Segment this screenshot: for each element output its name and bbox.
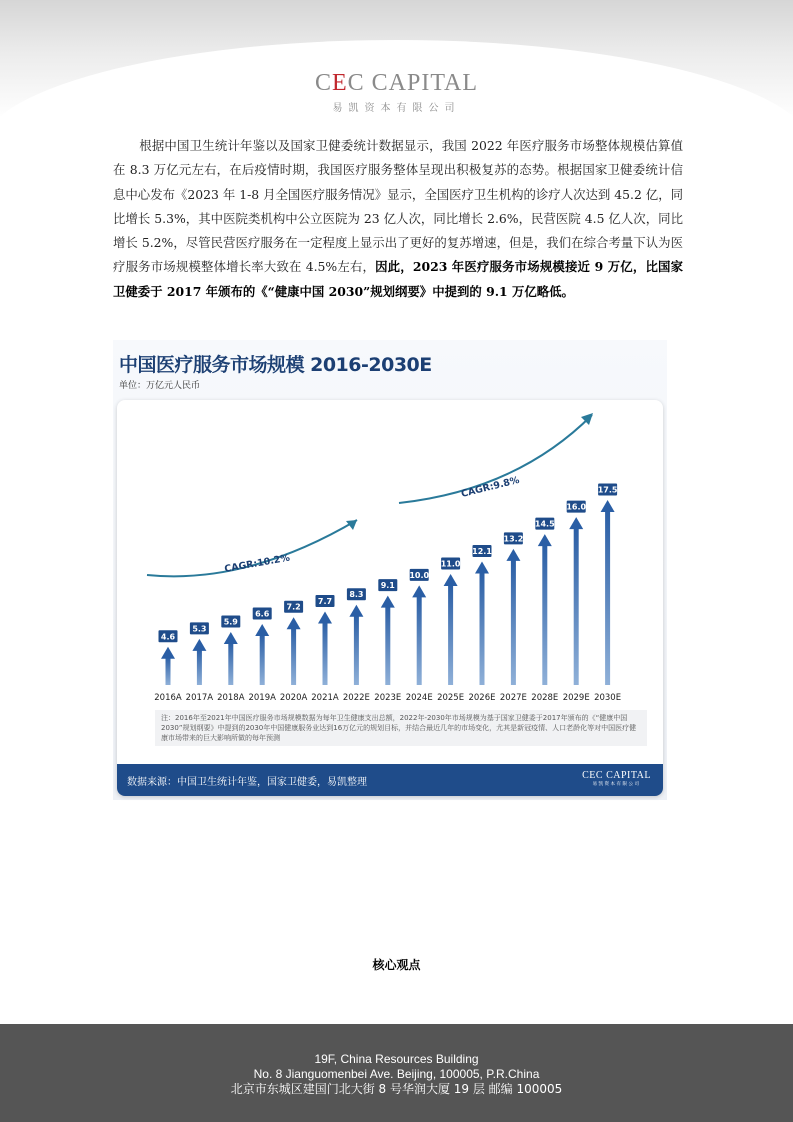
bar-arrowhead-2023E bbox=[381, 596, 395, 608]
data-label-2027E: 13.2 bbox=[503, 534, 524, 544]
x-tick-label-2021A: 2021A bbox=[311, 693, 339, 703]
bar-arrowhead-2030E bbox=[601, 500, 615, 512]
data-label-2019A: 6.6 bbox=[255, 609, 270, 619]
x-tick-label-2017A: 2017A bbox=[185, 693, 214, 703]
data-label-2030E: 17.5 bbox=[597, 485, 618, 495]
page-footer bbox=[0, 1024, 793, 1122]
paragraph-bold-text: 因此，2023 年医疗服务市场规模接近 9 万亿，比国家卫健委于 2017 年颁布的《“健康中国 2030”规划纲要》中提到的 9.1 万亿略低。 bbox=[113, 259, 683, 299]
logo-letter-c: C bbox=[314, 70, 332, 96]
chart-logo-subtitle: 易凯资本有限公司 bbox=[592, 782, 641, 787]
bar-arrowhead-2026E bbox=[475, 561, 489, 573]
chart-note: 注：2016年至2021年中国医疗服务市场规模数据为每年卫生健康支出总额，2022年-2030年市场规模为基于国家卫健委于2017年颁布的《“健康中国2030”规划纲要》中提到的2030年中国健康服务业达到16万亿元的规划目标，并结合最近几年的市场变化，尤其是新冠疫情、人口老龄化等对中国医疗健康市场带来的巨大影响所做的每年预测 bbox=[155, 710, 647, 746]
data-label-2018A: 5.9 bbox=[223, 617, 238, 627]
logo-letters-rest: C CAPITAL bbox=[347, 70, 479, 96]
cagr-label-2: CAGR:9.8% bbox=[460, 474, 521, 500]
bar-2023E bbox=[385, 606, 390, 685]
data-label-2024E: 10.0 bbox=[409, 570, 430, 580]
x-tick-label-2024E: 2024E bbox=[405, 693, 433, 703]
data-label-2023E: 9.1 bbox=[380, 581, 395, 591]
bar-arrowhead-2019A bbox=[255, 624, 269, 636]
bar-arrowhead-2025E bbox=[444, 574, 458, 586]
bar-2020A bbox=[291, 627, 296, 685]
data-label-2025E: 11.0 bbox=[440, 559, 461, 569]
x-tick-label-2025E: 2025E bbox=[437, 693, 465, 703]
data-label-2028E: 14.5 bbox=[534, 519, 555, 529]
bar-2028E bbox=[542, 544, 547, 685]
bar-arrowhead-2018A bbox=[224, 632, 238, 644]
x-tick-label-2019A: 2019A bbox=[248, 693, 276, 703]
data-label-2016A: 4.6 bbox=[160, 632, 176, 642]
bar-2024E bbox=[417, 595, 422, 685]
x-tick-label-2026E: 2026E bbox=[468, 693, 496, 703]
data-label-2026E: 12.1 bbox=[472, 546, 492, 556]
chart-source: 数据来源：中国卫生统计年鉴，国家卫健委，易凯整理 bbox=[127, 777, 367, 788]
chart-card bbox=[117, 400, 663, 796]
section-heading-core-view: 核心观点 bbox=[372, 958, 421, 972]
logo-wordmark bbox=[0, 70, 793, 97]
x-tick-label-2030E: 2030E bbox=[594, 693, 622, 703]
footer-address-line1: 19F, China Resources Building bbox=[314, 1052, 479, 1066]
x-tick-label-2027E: 2027E bbox=[499, 693, 527, 703]
data-label-2020A: 7.2 bbox=[286, 602, 301, 612]
bar-2029E bbox=[574, 527, 579, 685]
logo-letter-e: E bbox=[331, 70, 348, 96]
bar-2025E bbox=[448, 584, 453, 685]
chart-logo-wordmark: CEC CAPITAL bbox=[582, 770, 651, 781]
bar-arrowhead-2016A bbox=[161, 647, 175, 659]
bar-2017A bbox=[197, 649, 202, 685]
bar-arrowhead-2024E bbox=[412, 585, 426, 597]
bar-2018A bbox=[228, 642, 233, 685]
bar-2026E bbox=[480, 571, 485, 685]
bar-arrowhead-2020A bbox=[287, 617, 301, 629]
paragraph-text: 根据中国卫生统计年鉴以及国家卫健委统计数据显示，我国 2022 年医疗服务市场整体规模估算值在 8.3 万亿元左右，在后疫情时期，我国医疗服务整体呈现出积极复苏的态势。根据国家卫健委统计信息中心发布《2023 年 1-8 月全国医疗服务情况》显示，全国医疗卫生机构的诊疗人次达到 45.2 亿，同比增长 5.3%，其中医院类机构中公立医院为 23 亿人次，同比增长 2.6%，民营医院 4.5 亿人次，同比增长 5.2%，尽管民营医疗服务在一定程度上显示出了更好的复苏增速，但是，我们在综合考量下认为医疗服务市场规模整体增长率大致在 4.5%左右， bbox=[113, 138, 683, 275]
x-tick-label-2020A: 2020A bbox=[279, 693, 308, 703]
bar-arrowhead-2021A bbox=[318, 612, 332, 624]
x-tick-label-2028E: 2028E bbox=[531, 693, 559, 703]
x-tick-label-2018A: 2018A bbox=[217, 693, 245, 703]
bar-arrowhead-2028E bbox=[538, 534, 552, 546]
data-label-2029E: 16.0 bbox=[566, 502, 587, 512]
footer-address-line3: 北京市东城区建国门北大街 8 号华润大厦 19 层 邮编 100005 bbox=[230, 1082, 563, 1096]
data-label-2017A: 5.3 bbox=[192, 624, 207, 634]
bar-2027E bbox=[511, 559, 516, 685]
chart-unit: 单位：万亿元人民币 bbox=[119, 381, 201, 391]
x-tick-label-2023E: 2023E bbox=[374, 693, 402, 703]
x-tick-label-2029E: 2029E bbox=[562, 693, 590, 703]
bar-arrowhead-2029E bbox=[569, 517, 583, 529]
chart-footer-bar bbox=[117, 764, 663, 796]
logo-subtitle: 易凯资本有限公司 bbox=[332, 103, 461, 114]
company-logo bbox=[0, 70, 793, 114]
market-size-chart-panel bbox=[113, 340, 667, 800]
bar-2019A bbox=[260, 634, 265, 685]
bar-2016A bbox=[166, 657, 171, 685]
data-label-2022E: 8.3 bbox=[349, 590, 364, 600]
bar-arrowhead-2022E bbox=[349, 605, 363, 617]
chart-title: 中国医疗服务市场规模 2016-2030E bbox=[119, 354, 432, 376]
footer-address-line2: No. 8 Jianguomenbei Ave. Beijing, 100005, P.R.China bbox=[253, 1067, 540, 1081]
body-paragraph bbox=[113, 134, 683, 304]
bar-2030E bbox=[605, 510, 610, 685]
bar-2022E bbox=[354, 615, 359, 685]
bar-arrowhead-2017A bbox=[192, 639, 206, 651]
x-tick-label-2022E: 2022E bbox=[342, 693, 370, 703]
cagr-label-1: CAGR:10.2% bbox=[223, 552, 291, 575]
data-label-2021A: 7.7 bbox=[317, 597, 333, 607]
bar-2021A bbox=[323, 622, 328, 685]
x-tick-label-2016A: 2016A bbox=[154, 693, 182, 703]
bar-arrowhead-2027E bbox=[506, 549, 520, 561]
chart-logo bbox=[582, 770, 651, 787]
